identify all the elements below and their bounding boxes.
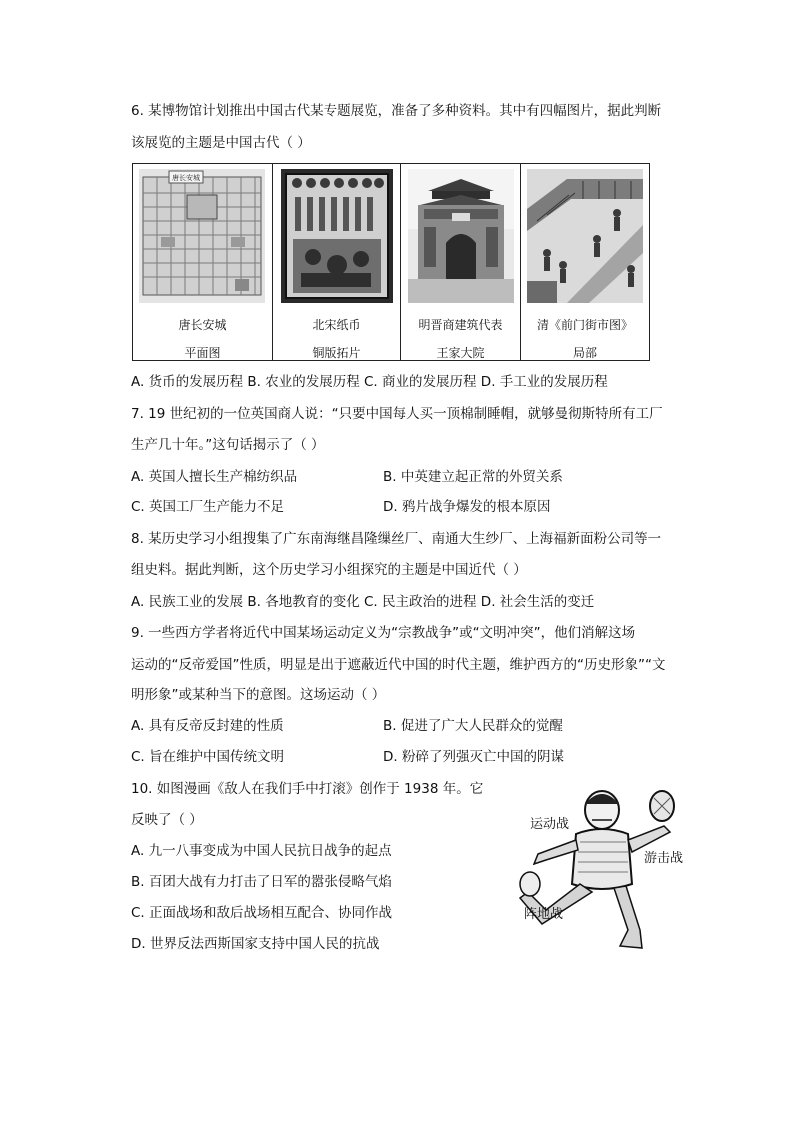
q6-stem-line1: 6. 某博物馆计划推出中国古代某专题展览，准备了多种资料。其中有四幅图片，据此判断 — [131, 103, 662, 119]
caption-paper-money-line1: 北宋纸币 — [312, 318, 361, 332]
caption-changan-line2: 平面图 — [184, 346, 221, 360]
cartoon-label-guerrilla-war: 游击战 — [644, 851, 684, 866]
wang-courtyard-photo — [408, 169, 514, 303]
q8-options: A. 民族工业的发展 B. 各地教育的变化 C. 民主政治的进程 D. 社会生活的变迁 — [131, 594, 595, 610]
q7-option-c: C. 英国工厂生产能力不足 — [131, 499, 285, 515]
qianmen-street-painting — [527, 169, 643, 303]
q9-option-d: D. 粉碎了列强灭亡中国的阴谋 — [383, 749, 564, 765]
caption-wang-courtyard-line2: 王家大院 — [436, 346, 485, 360]
q7-option-d: D. 鸦片战争爆发的根本原因 — [383, 499, 551, 515]
image-cell-qianmen-street — [521, 164, 649, 360]
q9-option-a: A. 具有反帝反封建的性质 — [131, 718, 284, 734]
q6-stem-line2: 该展览的主题是中国古代（ ） — [131, 135, 311, 151]
cartoon-label-mobile-war: 运动战 — [530, 817, 570, 832]
caption-qianmen-line2: 局部 — [572, 346, 597, 360]
q7-stem-line1: 7. 19 世纪初的一位英国商人说：“只要中国每人买一顶棉制睡帽，就够曼彻斯特所有工厂 — [131, 406, 663, 422]
war-cartoon-image — [516, 780, 696, 955]
q9-option-b: B. 促进了广大人民群众的觉醒 — [383, 718, 563, 734]
paper-money-rubbing-image — [281, 169, 393, 303]
caption-paper-money-line2: 铜版拓片 — [312, 346, 361, 360]
q10-stem-line2: 反映了（ ） — [131, 812, 203, 828]
q9-option-c: C. 旨在维护中国传统文明 — [131, 749, 285, 765]
cartoon-label-positional-war: 阵地战 — [524, 907, 564, 922]
q6-image-table — [132, 163, 650, 361]
q8-stem-line2: 组史料。据此判断，这个历史学习小组探究的主题是中国近代（ ） — [131, 562, 527, 578]
q10-option-c: C. 正面战场和敌后战场相互配合、协同作战 — [131, 905, 393, 921]
q6-options: A. 货币的发展历程 B. 农业的发展历程 C. 商业的发展历程 D. 手工业的发展历程 — [131, 374, 608, 390]
image-cell-changan — [133, 164, 273, 360]
caption-qianmen-line1: 清《前门街市图》 — [536, 318, 633, 332]
q9-stem-line1: 9. 一些西方学者将近代中国某场运动定义为“宗教战争”或“文明冲突”，他们消解这场 — [131, 625, 636, 641]
q7-option-a: A. 英国人擅长生产棉纺织品 — [131, 469, 298, 485]
changan-map-image — [139, 169, 265, 303]
q10-option-b: B. 百团大战有力打击了日军的嚣张侵略气焰 — [131, 874, 392, 890]
caption-wang-courtyard-line1: 明晋商建筑代表 — [418, 318, 503, 332]
q7-stem-line2: 生产几十年。”这句话揭示了（ ） — [131, 437, 325, 453]
image-cell-wang-courtyard — [401, 164, 521, 360]
q8-stem-line1: 8. 某历史学习小组搜集了广东南海继昌隆缫丝厂、南通大生纱厂、上海福新面粉公司等一 — [131, 531, 662, 547]
q9-stem-line3: 明形象”或某种当下的意图。这场运动（ ） — [131, 687, 386, 703]
q9-stem-line2: 运动的“反帝爱国”性质，明显是出于遮蔽近代中国的时代主题，维护西方的“历史形象”“文 — [131, 657, 666, 673]
caption-changan-line1: 唐长安城 — [178, 318, 227, 332]
q10-option-d: D. 世界反法西斯国家支持中国人民的抗战 — [131, 936, 380, 952]
q10-stem-line1: 10. 如图漫画《敌人在我们手中打滚》创作于 1938 年。它 — [131, 781, 484, 797]
changan-map-title: 唐长安城 — [172, 174, 200, 182]
image-cell-paper-money — [273, 164, 401, 360]
q7-option-b: B. 中英建立起正常的外贸关系 — [383, 469, 563, 485]
q10-option-a: A. 九一八事变成为中国人民抗日战争的起点 — [131, 843, 392, 859]
